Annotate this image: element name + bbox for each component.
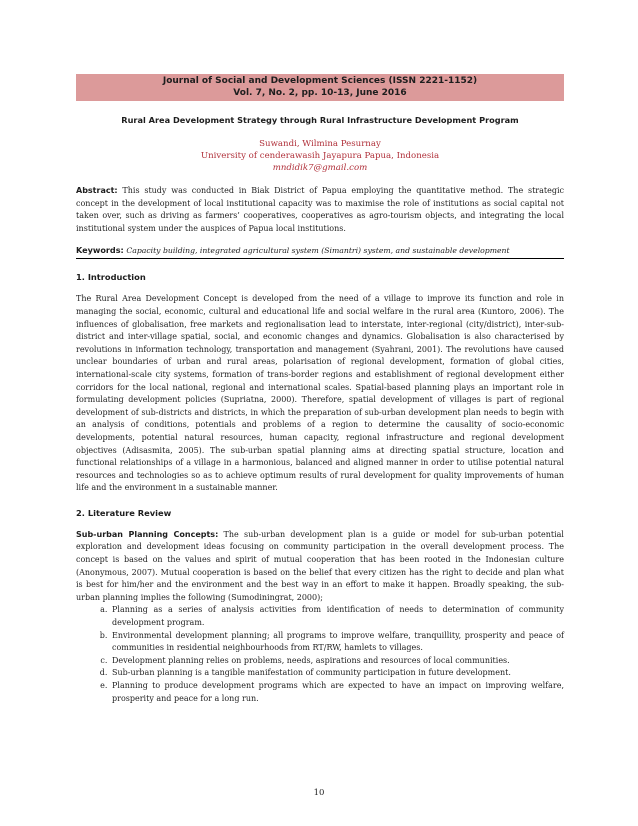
page-number: 10 [313,788,325,798]
list-item: a. Planning as a series of analysis activities from identification of needs to determination of community development program. [110,604,564,629]
list-item: d. Sub-urban planning is a tangible manifestation of community participation in future development. [110,667,564,680]
list-item: b. Environmental development planning; all programs to improve welfare, tranquillity, prosperity and peace of communities in residential neighbourhoods from RT/RW, hamlets to villages. [110,630,564,655]
journal-name: Journal of Social and Development Sciences (ISSN 2221-1152) [162,76,478,86]
keywords-text: Capacity building, integrated agricultural system (Simantri) system, and sustainable development [126,246,510,256]
paper-title: Rural Area Development Strategy through Rural Infrastructure Development Program [121,115,519,125]
keywords-label: Keywords: [76,245,124,256]
section-heading-literature-review: 2. Literature Review [76,507,172,518]
keywords [76,245,564,259]
literature-text: The sub-urban development plan is a guide or model for sub-urban potential exploration and development ideas focusing on community participation in the overall development process. The concept is based on the values and spirit of mutual cooperation that has been rooted in the Indonesian culture (Anonymous, 2007). Mutual cooperation is based on the belief that every citizen has the right to decide and plan what is best for him/her and the environment and the best way in an effort to make it happen. Broadly speaking, the sub-urban planning implies the following (Sumodiningrat, 2000); [76,529,564,602]
planning-list [76,604,564,705]
subsection-label: Sub-urban Planning Concepts: [76,529,219,539]
journal-header [76,74,564,101]
journal-volume: Vol. 7, No. 2, pp. 10-13, June 2016 [233,88,407,98]
author-affiliation: University of cenderawasih Jayapura Papua, Indonesia [200,151,440,161]
abstract-text: This study was conducted in Biak District of Papua employing the quantitative method. The strategic concept in the development of local institutional capacity was to maximise the role of institutions as social capital not taken over, such as driving as farmers’ cooperatives, cooperatives as agro-tourism objects, and integrating the local institutional system under the auspices of Papua local institutions. [76,186,564,233]
abstract [76,185,564,235]
abstract-label: Abstract: [76,186,118,195]
author-block [76,138,564,174]
list-item: e. Planning to produce development programs which are expected to have an impact on improving welfare, prosperity and peace for a long run. [110,680,564,705]
author-names: Suwandi, Wilmina Pesurnay [259,139,381,149]
literature-paragraph [76,529,564,605]
author-email[interactable]: mndidik7@gmail.com [272,163,368,173]
list-item: c. Development planning relies on problems, needs, aspirations and resources of local communities. [110,655,564,668]
section-heading-introduction: 1. Introduction [76,272,146,283]
introduction-paragraph: The Rural Area Development Concept is developed from the need of a village to improve its function and role in managing the social, economic, cultural and educational life and social welfare in the rural area (Kuntoro, 2006). The influences of globalisation, free markets and regionalisation lead to interstate, inter-regional (city/district), inter-sub-district and inter-village spatial, social, and economic changes and dynamics. Globalisation is also characterised by revolutions in information technology, transportation and management (Syahrani, 2001). The revolutions have caused unclear boundaries of urban and rural areas, polarisation of regional development, formation of global cities, international-scale city systems, formation of trans-border regions and establishment of regional development either corridors for the local national, regional and international scales. Spatial-based planning plays an important role in formulating development policies (Supriatna, 2000). Therefore, spatial development of villages is part of regional development of sub-districts and districts, in which the preparation of sub-urban development plan needs to begin with an analysis of conditions, potentials and problems of a region to determine the causality of socio-economic developments, potential natural resources, human capacity, regional infrastructure and regional development objectives (Adisasmita, 2005). The sub-urban spatial planning aims at directing spatial structure, location and functional relationships of a village in a harmonious, balanced and aligned manner in order to utilise potential natural resources and technologies so as to achieve optimum results of rural development for quality improvements of human life and the environment in a sustainable manner. [76,294,564,493]
